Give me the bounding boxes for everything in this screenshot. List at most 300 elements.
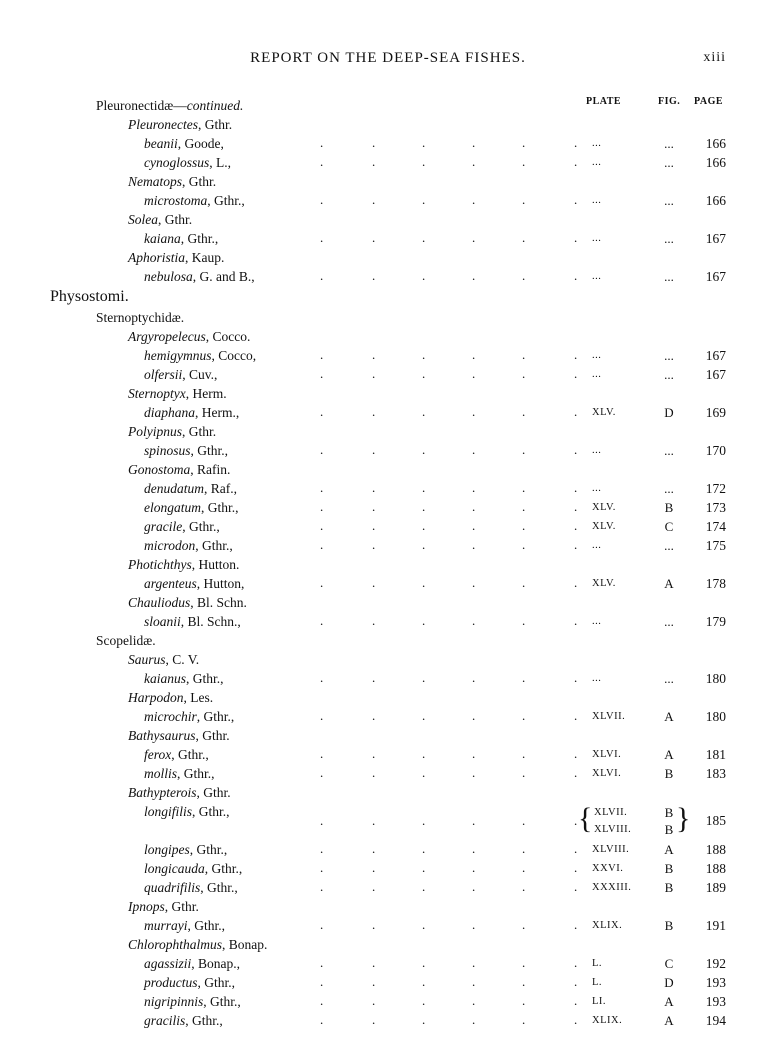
species-name: longifilis <box>144 804 193 819</box>
leader-dot: . <box>320 366 324 381</box>
left-brace: { <box>578 802 593 835</box>
fig-ref: B <box>664 918 674 933</box>
leader-dot: . <box>422 154 426 169</box>
species-name: olfersii <box>144 367 183 382</box>
table-row <box>0 745 776 764</box>
page-ref: 193 <box>705 994 726 1009</box>
species-name: agassizii <box>144 956 192 971</box>
leader-dot: . <box>422 613 426 628</box>
table-row <box>0 783 776 802</box>
fig-ref: B <box>664 805 674 820</box>
species-entry <box>144 517 220 536</box>
leader-dot: . <box>472 135 476 150</box>
leader-dot: . <box>522 366 526 381</box>
table-row <box>0 593 776 612</box>
leader-dot: . <box>472 268 476 283</box>
table-row <box>0 992 776 1011</box>
plate-ref: ... <box>592 271 602 282</box>
species-name: diaphana <box>144 405 196 420</box>
genus-author: , Gthr. <box>164 899 199 914</box>
leader-dot: . <box>472 442 476 457</box>
genus-name: Ipnops <box>128 899 165 914</box>
leader-dot: . <box>372 404 376 419</box>
species-name: hemigymnus <box>144 348 212 363</box>
fig-ref: C <box>664 519 674 534</box>
species-author: , Gthr., <box>185 1013 223 1028</box>
genus-entry <box>128 248 224 267</box>
fig-ref: B <box>664 861 674 876</box>
leader-dot: . <box>522 841 526 856</box>
leader-dot: . <box>320 879 324 894</box>
page-ref: 166 <box>705 193 726 208</box>
species-author: , Cuv., <box>182 367 218 382</box>
plate-ref: LI. <box>592 996 607 1007</box>
species-name: kaianus <box>144 671 186 686</box>
table-row <box>0 248 776 267</box>
page-ref: 189 <box>705 880 726 895</box>
page-column-heading: PAGE <box>694 96 724 107</box>
species-entry <box>144 802 230 821</box>
genus-entry <box>128 555 239 574</box>
leader-dot: . <box>574 480 578 495</box>
table-row <box>0 460 776 479</box>
plate-ref: XLVII. <box>594 807 628 818</box>
leader-dot: . <box>320 841 324 856</box>
fig-ref: ... <box>664 614 674 629</box>
genus-entry <box>128 783 231 802</box>
page-ref: 173 <box>705 500 726 515</box>
leader-dot: . <box>372 366 376 381</box>
species-author: , Gthr., <box>177 766 215 781</box>
leader-dot: . <box>574 347 578 362</box>
leader-dot: . <box>320 746 324 761</box>
leader-dot: . <box>372 575 376 590</box>
species-author: , G. and B., <box>192 269 255 284</box>
table-row <box>0 498 776 517</box>
species-author: , Gthr., <box>189 842 228 857</box>
plate-ref: L. <box>592 977 603 988</box>
leader-dot: . <box>574 613 578 628</box>
plate-ref: XLV. <box>592 578 616 589</box>
plate-ref: XLVI. <box>592 749 622 760</box>
leader-dot: . <box>472 746 476 761</box>
species-entry <box>144 840 227 859</box>
fig-ref: A <box>664 994 674 1009</box>
species-entry <box>144 267 255 286</box>
species-name: spinosus <box>144 443 191 458</box>
species-entry <box>144 878 238 897</box>
page-ref: 192 <box>705 956 726 971</box>
leader-dot: . <box>422 366 426 381</box>
plate-ref: XLIX. <box>592 1015 623 1026</box>
table-row <box>0 422 776 441</box>
table-row <box>0 764 776 783</box>
leader-dot: . <box>320 993 324 1008</box>
species-name: longicauda <box>144 861 205 876</box>
leader-dot: . <box>320 917 324 932</box>
leader-dot: . <box>320 192 324 207</box>
leader-dot: . <box>574 135 578 150</box>
species-name: longipes <box>144 842 190 857</box>
species-author: , Gthr., <box>180 231 219 246</box>
genus-entry <box>128 650 199 669</box>
leader-dot: . <box>320 1012 324 1027</box>
leader-dot: . <box>472 366 476 381</box>
plate-ref: ... <box>592 445 602 456</box>
leader-dot: . <box>422 537 426 552</box>
leader-dot: . <box>522 917 526 932</box>
leader-dot: . <box>372 746 376 761</box>
leader-dot: . <box>372 860 376 875</box>
plate-ref: L. <box>592 958 603 969</box>
genus-author: , Gthr. <box>158 212 193 227</box>
leader-dot: . <box>422 1012 426 1027</box>
leader-dot: . <box>522 974 526 989</box>
leader-dot: . <box>422 347 426 362</box>
species-name: kaiana <box>144 231 181 246</box>
genus-author: , Kaup. <box>185 250 225 265</box>
fig-ref: ... <box>664 193 674 208</box>
species-entry <box>144 441 228 460</box>
plate-ref: XLV. <box>592 521 616 532</box>
leader-dot: . <box>422 746 426 761</box>
leader-dot: . <box>422 670 426 685</box>
table-row <box>0 897 776 916</box>
leader-dot: . <box>472 765 476 780</box>
fig-ref: D <box>664 975 674 990</box>
table-row <box>0 346 776 365</box>
genus-entry <box>128 460 230 479</box>
page-ref: 167 <box>705 231 726 246</box>
table-row <box>0 517 776 536</box>
table-row <box>0 229 776 248</box>
family-name: Pleuronectidæ— <box>96 98 187 113</box>
fig-ref: ... <box>664 671 674 686</box>
leader-dot: . <box>422 708 426 723</box>
leader-dot: . <box>422 230 426 245</box>
page-ref: 193 <box>705 975 726 990</box>
leader-dot: . <box>574 1012 578 1027</box>
leader-dot: . <box>472 670 476 685</box>
page-ref: 178 <box>705 576 726 591</box>
species-entry <box>144 859 242 878</box>
leader-dot: . <box>372 974 376 989</box>
leader-dot: . <box>320 765 324 780</box>
leader-dot: . <box>422 879 426 894</box>
page-ref: 167 <box>705 367 726 382</box>
species-entry <box>144 498 239 517</box>
leader-dot: . <box>372 917 376 932</box>
species-name: productus <box>144 975 198 990</box>
species-entry <box>144 191 245 210</box>
leader-dot: . <box>522 404 526 419</box>
species-entry <box>144 229 218 248</box>
leader-dot: . <box>372 765 376 780</box>
plate-ref: XLVIII. <box>592 844 630 855</box>
species-entry <box>144 992 241 1011</box>
genus-entry <box>128 172 216 191</box>
leader-dot: . <box>320 518 324 533</box>
species-author: , Gthr., <box>204 861 243 876</box>
species-name: quadrifilis <box>144 880 201 895</box>
leader-dot: . <box>574 917 578 932</box>
fig-ref: ... <box>664 443 674 458</box>
species-entry <box>144 134 224 153</box>
leader-dot: . <box>372 268 376 283</box>
leader-dot: . <box>574 860 578 875</box>
table-row <box>0 536 776 555</box>
species-entry <box>144 536 233 555</box>
page-ref: 172 <box>705 481 726 496</box>
species-name: microchir <box>144 709 197 724</box>
species-author: , Hutton, <box>196 576 245 591</box>
leader-dot: . <box>320 230 324 245</box>
leader-dot: . <box>574 670 578 685</box>
leader-dot: . <box>574 404 578 419</box>
table-row <box>0 308 776 327</box>
leader-dot: . <box>422 917 426 932</box>
leader-dot: . <box>372 154 376 169</box>
page-ref: 170 <box>705 443 726 458</box>
leader-dot: . <box>522 879 526 894</box>
genus-author: , Bl. Schn. <box>190 595 247 610</box>
species-entry <box>144 346 256 365</box>
plate-ref: XXXIII. <box>592 882 632 893</box>
plate-ref: ... <box>592 540 602 551</box>
leader-dot: . <box>574 499 578 514</box>
leader-dot: . <box>472 955 476 970</box>
species-author: , Gthr., <box>171 747 209 762</box>
plate-ref: ... <box>592 483 602 494</box>
plate-ref: ... <box>592 233 602 244</box>
species-author: , Herm., <box>195 405 240 420</box>
genus-name: Chlorophthalmus <box>128 937 223 952</box>
species-name: gracile <box>144 519 183 534</box>
species-entry <box>144 479 237 498</box>
fig-ref: ... <box>664 269 674 284</box>
leader-dot: . <box>372 841 376 856</box>
family-heading <box>96 631 156 650</box>
leader-dot: . <box>320 670 324 685</box>
leader-dot: . <box>320 268 324 283</box>
family-heading <box>96 96 243 115</box>
leader-dot: . <box>522 813 526 828</box>
fig-ref: B <box>664 500 674 515</box>
species-name: murrayi <box>144 918 188 933</box>
genus-entry <box>128 726 230 745</box>
genus-name: Photichthys <box>128 557 192 572</box>
species-entry <box>144 669 224 688</box>
species-entry <box>144 403 239 422</box>
species-author: , Gthr., <box>197 975 236 990</box>
table-row <box>0 115 776 134</box>
plate-ref: XLV. <box>592 502 616 513</box>
leader-dot: . <box>522 442 526 457</box>
leader-dot: . <box>372 670 376 685</box>
leader-dot: . <box>320 480 324 495</box>
table-row <box>0 441 776 460</box>
genus-entry <box>128 210 192 229</box>
leader-dot: . <box>522 993 526 1008</box>
plate-column-heading: PLATE <box>586 96 622 107</box>
right-brace: } <box>676 802 691 835</box>
leader-dot: . <box>372 135 376 150</box>
leader-dot: . <box>522 670 526 685</box>
table-row <box>0 669 776 688</box>
species-entry <box>144 916 225 935</box>
page-ref: 175 <box>705 538 726 553</box>
leader-dot: . <box>320 813 324 828</box>
fig-ref: A <box>664 709 674 724</box>
leader-dot: . <box>522 268 526 283</box>
fig-ref: A <box>664 842 674 857</box>
fig-ref: ... <box>664 136 674 151</box>
species-author: , Bl. Schn., <box>180 614 241 629</box>
leader-dot: . <box>522 613 526 628</box>
genus-entry <box>128 327 250 346</box>
species-entry <box>144 574 244 593</box>
leader-dot: . <box>372 518 376 533</box>
species-entry <box>144 745 209 764</box>
genus-entry <box>128 897 199 916</box>
plate-ref: ... <box>592 157 602 168</box>
leader-dot: . <box>574 955 578 970</box>
table-row <box>0 153 776 172</box>
species-author: , Gthr., <box>203 994 241 1009</box>
species-name: microdon <box>144 538 196 553</box>
species-entry <box>144 764 215 783</box>
table-row <box>0 973 776 992</box>
leader-dot: . <box>320 537 324 552</box>
table-row <box>0 650 776 669</box>
leader-dot: . <box>422 404 426 419</box>
plate-ref: ... <box>592 138 602 149</box>
genus-name: Pleuronectes <box>128 117 198 132</box>
fig-ref: D <box>664 405 674 420</box>
leader-dot: . <box>574 366 578 381</box>
continued-label: continued. <box>186 98 244 113</box>
leader-dot: . <box>422 499 426 514</box>
leader-dot: . <box>522 860 526 875</box>
fig-ref: B <box>664 766 674 781</box>
table-row <box>0 267 776 286</box>
leader-dot: . <box>522 499 526 514</box>
species-author: , Gthr., <box>201 500 239 515</box>
page-ref: 167 <box>705 269 726 284</box>
species-name: cynoglossus <box>144 155 210 170</box>
species-author: , Gthr., <box>182 519 220 534</box>
leader-dot: . <box>574 993 578 1008</box>
genus-author: , Gthr. <box>182 424 217 439</box>
genus-entry <box>128 688 213 707</box>
genus-name: Polyipnus <box>128 424 182 439</box>
leader-dot: . <box>574 708 578 723</box>
leader-dot: . <box>522 135 526 150</box>
species-author: , Goode, <box>177 136 224 151</box>
species-entry <box>144 153 231 172</box>
leader-dot: . <box>574 518 578 533</box>
genus-author: , Herm. <box>185 386 227 401</box>
leader-dot: . <box>522 347 526 362</box>
table-row <box>0 172 776 191</box>
species-author: , Gthr., <box>186 671 224 686</box>
running-header <box>0 50 776 70</box>
species-author: , Gthr., <box>187 918 226 933</box>
leader-dot: . <box>320 613 324 628</box>
genus-entry <box>128 935 267 954</box>
page-ref: 183 <box>705 766 726 781</box>
plate-ref: XLVII. <box>592 711 626 722</box>
genus-author: , Bonap. <box>222 937 268 952</box>
leader-dot: . <box>472 879 476 894</box>
leader-dot: . <box>522 230 526 245</box>
plate-ref: XLVIII. <box>594 824 632 835</box>
table-row <box>0 859 776 878</box>
leader-dot: . <box>372 955 376 970</box>
species-name: nebulosa <box>144 269 193 284</box>
page-ref: 179 <box>705 614 726 629</box>
leader-dot: . <box>422 480 426 495</box>
leader-dot: . <box>422 268 426 283</box>
plate-ref: ... <box>592 350 602 361</box>
table-row <box>0 726 776 745</box>
genus-name: Gonostoma <box>128 462 191 477</box>
table-row <box>0 878 776 897</box>
fig-ref: B <box>664 822 674 837</box>
fig-column-heading: FIG. <box>658 96 681 107</box>
table-row <box>0 96 776 115</box>
leader-dot: . <box>422 518 426 533</box>
table-row <box>0 631 776 650</box>
table-row <box>0 191 776 210</box>
table-row <box>0 1011 776 1030</box>
leader-dot: . <box>574 746 578 761</box>
page-ref: 167 <box>705 348 726 363</box>
leader-dot: . <box>522 518 526 533</box>
table-row <box>0 612 776 631</box>
plate-ref: XLVI. <box>592 768 622 779</box>
leader-dot: . <box>320 575 324 590</box>
leader-dot: . <box>372 192 376 207</box>
species-entry <box>144 707 234 726</box>
leader-dot: . <box>422 442 426 457</box>
leader-dot: . <box>472 192 476 207</box>
genus-author: , Gthr. <box>197 117 233 132</box>
leader-dot: . <box>522 955 526 970</box>
page-ref: 174 <box>705 519 726 534</box>
leader-dot: . <box>320 404 324 419</box>
fig-ref: ... <box>664 367 674 382</box>
species-author: , Gthr., <box>192 804 230 819</box>
species-entry <box>144 612 241 631</box>
table-row <box>0 384 776 403</box>
species-author: , Gthr., <box>207 193 245 208</box>
leader-dot: . <box>372 230 376 245</box>
leader-dot: . <box>574 154 578 169</box>
leader-dot: . <box>574 442 578 457</box>
table-row <box>0 210 776 229</box>
genus-name: Bathysaurus <box>128 728 196 743</box>
species-entry <box>144 973 235 992</box>
table-row <box>0 707 776 726</box>
leader-dot: . <box>574 765 578 780</box>
species-name: microstoma <box>144 193 208 208</box>
leader-dot: . <box>472 480 476 495</box>
leader-dot: . <box>472 974 476 989</box>
species-author: , Bonap., <box>191 956 241 971</box>
species-name: ferox <box>144 747 172 762</box>
leader-dot: . <box>574 841 578 856</box>
